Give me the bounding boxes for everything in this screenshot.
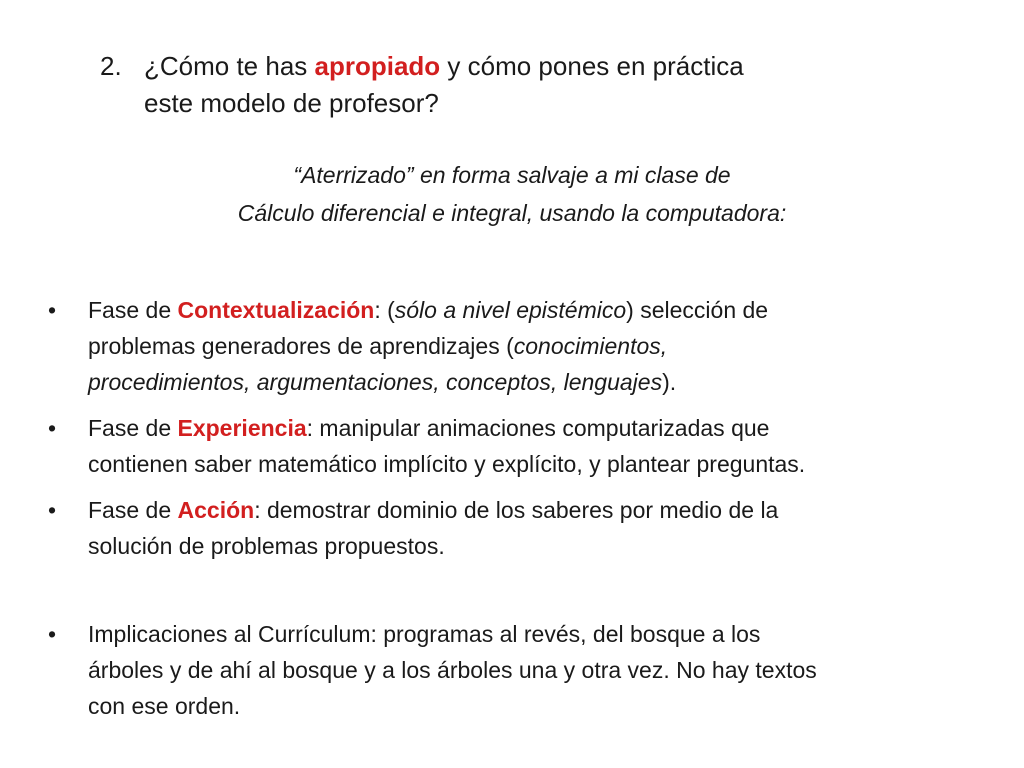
bullet-text: : (: [374, 297, 395, 323]
bullet-experiencia: [48, 410, 998, 482]
bullet-text: ) selección de: [626, 297, 769, 323]
phase-keyword: Acción: [177, 497, 255, 523]
phase-prefix: Fase de: [88, 415, 178, 441]
bullet-implicaciones: [48, 616, 998, 724]
bullet-line: [88, 492, 998, 528]
title-text-before: ¿Cómo te has: [144, 51, 315, 81]
phase-prefix: Fase de: [88, 497, 178, 523]
bullet-icon: •: [48, 621, 57, 647]
bullet-line: Implicaciones al Currículum: programas al revés, del bosque a los: [88, 621, 761, 647]
bullet-text: : demostrar dominio de los saberes por medio de la: [254, 497, 779, 523]
title-line-1: [100, 48, 920, 85]
bullet-text-italic: procedimientos, argumentaciones, conceptos, lenguajes: [88, 369, 663, 395]
subtitle-line-1: “Aterrizado” en forma salvaje a mi clase de: [293, 162, 731, 188]
bullet-contextualizacion: [48, 292, 998, 400]
slide-subtitle: [60, 156, 964, 232]
phase-prefix: Fase de: [88, 297, 178, 323]
bullet-line: contienen saber matemático implícito y explícito, y plantear preguntas.: [88, 451, 806, 477]
bullet-text: : manipular animaciones computarizadas que: [306, 415, 770, 441]
bullet-list: [48, 292, 998, 724]
title-text-after: y cómo pones en práctica: [440, 51, 744, 81]
title-line-2-text: este modelo de profesor?: [144, 88, 439, 118]
phase-keyword: Experiencia: [177, 415, 307, 441]
bullet-line: [88, 292, 998, 328]
bullet-icon: •: [48, 297, 57, 323]
bullet-line: árboles y de ahí al bosque y a los árboles una y otra vez. No hay textos: [88, 657, 817, 683]
title-highlight: apropiado: [314, 51, 441, 81]
title-line-2: [100, 85, 920, 122]
bullet-line: solución de problemas propuestos.: [88, 533, 445, 559]
bullet-line: [88, 410, 998, 446]
bullet-icon: •: [48, 497, 57, 523]
bullet-accion: [48, 492, 998, 564]
bullet-text-italic: sólo a nivel epistémico: [394, 297, 627, 323]
bullet-icon: •: [48, 415, 57, 441]
bullet-text-italic: conocimientos,: [513, 333, 668, 359]
phase-keyword: Contextualización: [177, 297, 375, 323]
bullet-text: problemas generadores de aprendizajes (: [88, 333, 514, 359]
slide-title: [100, 48, 920, 122]
bullet-line: [88, 328, 998, 364]
bullet-line: con ese orden.: [88, 693, 241, 719]
bullet-text: ).: [662, 369, 677, 395]
title-number: 2.: [100, 51, 122, 81]
bullet-line: [88, 364, 998, 400]
subtitle-line-2: Cálculo diferencial e integral, usando la computadora:: [237, 200, 787, 226]
